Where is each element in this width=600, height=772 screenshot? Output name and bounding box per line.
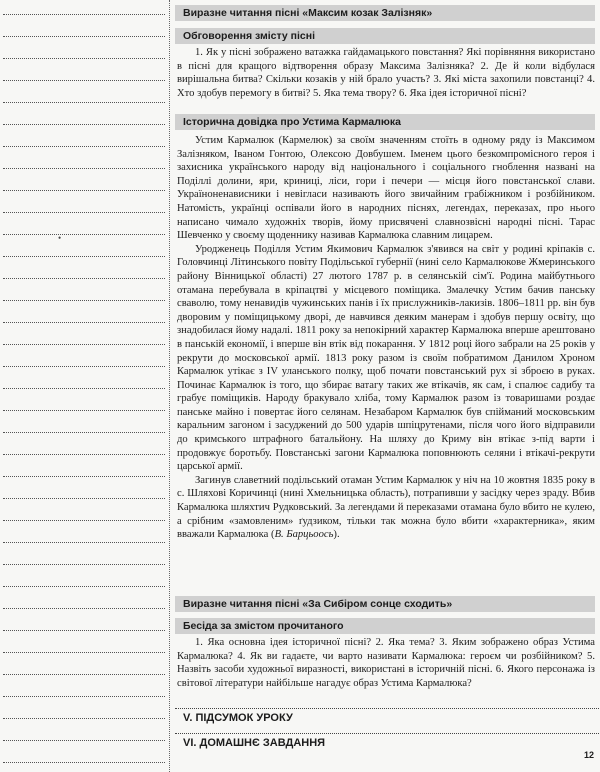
margin-rule <box>3 564 165 565</box>
margin-rule <box>3 278 165 279</box>
margin-rule <box>3 586 165 587</box>
margin-rule <box>3 454 165 455</box>
margin-rule <box>3 14 165 15</box>
margin-rule <box>3 212 165 213</box>
margin-rule <box>3 542 165 543</box>
margin-rule <box>3 322 165 323</box>
margin-rule <box>3 366 165 367</box>
heading-historical-note: Історична довідка про Устима Кармалюка <box>175 114 595 130</box>
margin-rule <box>3 36 165 37</box>
margin-rule <box>3 80 165 81</box>
margin-rule <box>3 124 165 125</box>
margin-rule <box>3 718 165 719</box>
page-number: 12 <box>583 750 594 760</box>
heading-discussion: Обговорення змісту пісні <box>175 28 595 44</box>
margin-rule <box>3 146 165 147</box>
heading-reading-zalizniak: Виразне читання пісні «Максим козак Залізняк» <box>175 5 595 21</box>
questions-text: 1. Яка основна ідея історичної пісні? 2. Яка тема? 3. Яким зображено образ Устима Кармалюка? 4. Як ви гадаєте, чи варто називати Кармалюка: героєм чи розбійником? 5. Назвіть засоби художньої виразності, використані в історичній пісні. 6. Якого персонажа із світової літератури найбільше нагадує образ Устима Кармалюка? <box>177 637 595 689</box>
margin-rule <box>3 234 165 235</box>
margin-rule <box>3 256 165 257</box>
margin-rule <box>3 674 165 675</box>
paragraph-text: Загинув славетний подільський отаман Устим Кармалюк у ніч на 10 жовтня 1835 року в с. Шляхові Коричинці (нині Хмельницька область), потрапивши у засідку через зраду. Вбив Кармалюка шляхтич Рудковський. За легендами й переказами отамана було вбито не кулею, а срібним «замовленим» ґудзиком, тільки так можна було вбити «характерника», яким вважали Кармалюка <box>177 474 595 541</box>
margin-rule <box>3 630 165 631</box>
questions-zalizniak <box>177 46 595 100</box>
margin-rule <box>3 498 165 499</box>
margin-rule <box>3 652 165 653</box>
margin-rule <box>3 168 165 169</box>
margin-rule <box>3 520 165 521</box>
margin-rule <box>3 344 165 345</box>
source-author: В. Барцьоось <box>274 529 334 541</box>
margin-rule <box>3 102 165 103</box>
margin-rule <box>3 762 165 763</box>
margin-divider <box>169 0 170 772</box>
margin-rule <box>3 410 165 411</box>
margin-rule <box>3 476 165 477</box>
heading-conversation: Бесіда за змістом прочитаного <box>175 618 595 634</box>
margin-rule <box>3 696 165 697</box>
section-homework: VI. ДОМАШНЄ ЗАВДАННЯ <box>175 733 600 752</box>
margin-rule <box>3 608 165 609</box>
heading-reading-karmaliuk: Виразне читання пісні «За Сибіром сонце сходить» <box>175 596 595 612</box>
historical-note-text <box>177 134 595 542</box>
margin-rule <box>3 740 165 741</box>
paragraph: Загинув славетний подільський отаман Устим Кармалюк у ніч на 10 жовтня 1835 року в с. Шляхові Коричинці (нині Хмельницька область), потрапивши у засідку через зраду. Вбив Кармалюка шляхтич Рудковський. За легендами й переказами отамана було вбито не кулею, а срібним «замовленим» ґудзиком, тільки так можна було вбити «характерника», яким вважали Кармалюка (В. Барцьоось). <box>177 474 595 541</box>
questions-karmaliuk <box>177 636 595 690</box>
margin-rule <box>3 300 165 301</box>
margin-rule <box>3 388 165 389</box>
margin-rule <box>3 190 165 191</box>
margin-rule <box>3 58 165 59</box>
margin-rule <box>3 432 165 433</box>
paragraph: Устим Кармалюк (Кармелюк) за своїм значенням стоїть в одному ряду із Максимом Залізняком, Іваном Гонтою, Олексою Довбушем. Іменем цього безкомпромісного героя і захисника українського народу від національного і соціального гноблення названі на Поділлі долини, яри, криниці, ліси, гори і печери — місця його повстанської слави. Україноненависники і невігласи називають його звичайним грабіжником і розбійником. Натомість, українці оспівали його в народних піснях, легендах, переказах, про нього написано чимало художніх творів, йому присвячені славнозвісні народні пісні. Тарас Шевченко у своєму щоденнику називав Кармалюка славним лицарем. <box>177 135 595 242</box>
margin-mark: • <box>58 233 62 243</box>
section-summary: V. ПІДСУМОК УРОКУ <box>175 708 600 727</box>
questions-text: 1. Як у пісні зображено ватажка гайдамацького повстання? Які порівняння використано в пісні для кращого відтворення образу Максима Залізняка? 2. Де й коли відбулася вирішальна битва? Скільки козаків у ній брало участь? 3. Які міста захопили повстанці? 4. Хто здобув перемогу в битві? 5. Яка тема твору? 6. Яка ідея історичної пісні? <box>177 47 595 99</box>
paragraph: Уродженець Поділля Устим Якимович Кармалюк з'явився на світ у родині кріпаків с. Головчинці Літинського повіту Подільської губернії (нині село Кармалюкове Жмеринського району Вінницької області) 27 лютого 1787 р. в селянській сім'ї. Родина майбутнього отамана перебувала в кріпацтві у місцевого поміщика. Змалечку Устим бачив панську сваволю, тому ненавидів чужинських панів і їх прислужників-лакизів. 1806–1811 рр. він був дворовим у поміщицькому дворі, де навчився деяким манерам і здобув першу освіту, що знадобилася йому надалі. 1811 року за непокірний характер Кармалюка вперше арештовано в панській економії, і вперше він втік від покарання. У 1812 році його забрали на 25 років у рекрути до московської армії. 1813 року разом із своїм побратимом Данилом Хроном Кармалюк утікає з IV уланського полку, щоб почати повстанський рух зі зброєю в руках. Починає Кармалюк із того, що збирає ватагу таких же втікачів, як сам, і спалює садибу та грабує поміщиків. Народу бракувало хліба, тому Кармалюк разом із товаришами роздає панське майно і повертає його селянам. Незабаром Кармалюк був спійманий московським каральним загоном і засуджений до 500 ударів шпіцрутенами, після чого його відправили до кримського штрафного батальйону. На шляху до Криму він втікає з-під варти і продовжує боротьбу. Повстанські загони Кармалюка поповнюють селяни і втікачі-рекрути царської армії. <box>177 243 595 473</box>
notes-margin <box>0 0 170 772</box>
